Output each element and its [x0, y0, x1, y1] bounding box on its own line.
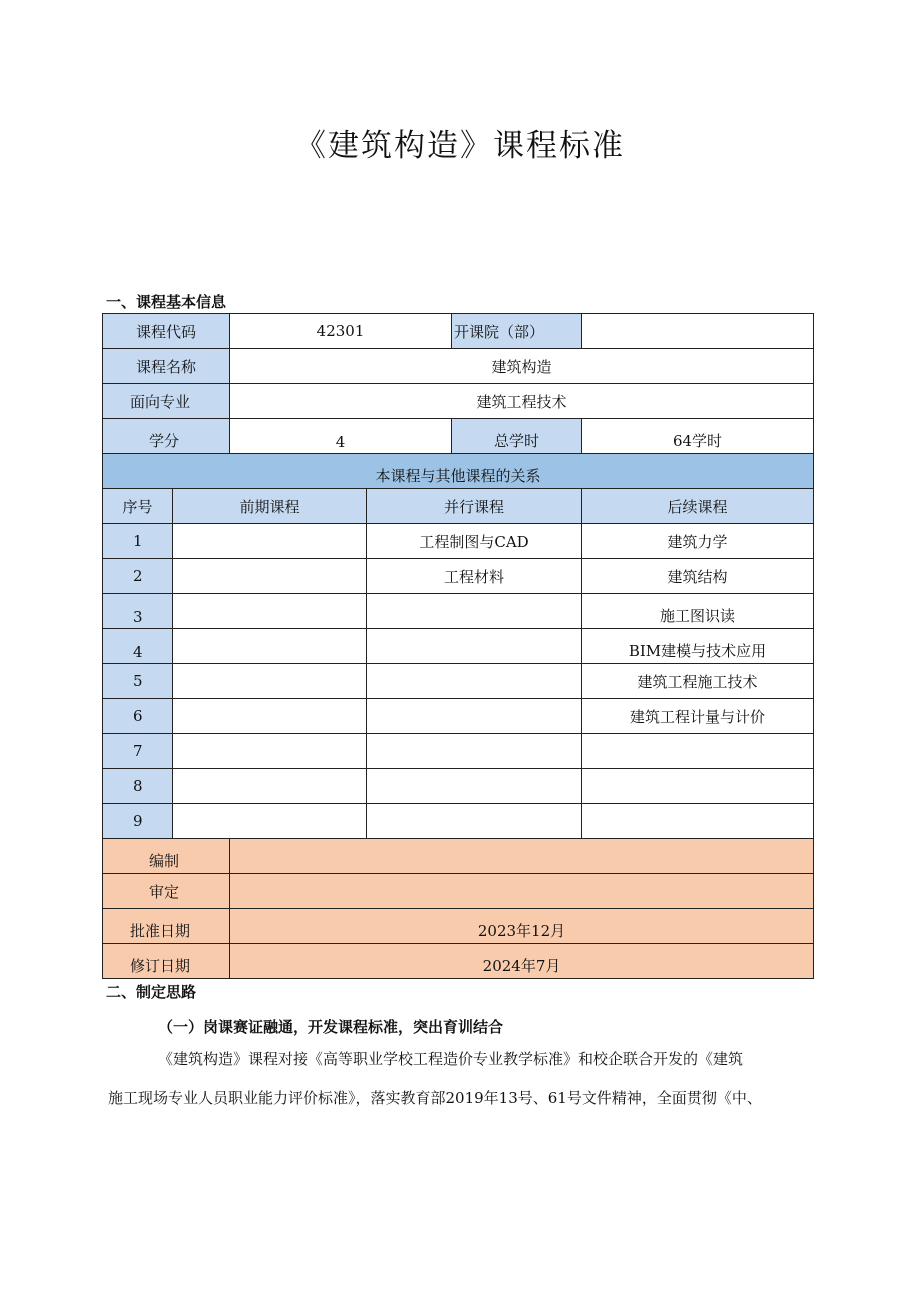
col-header-parallel: 并行课程: [367, 489, 582, 524]
row-no: 1: [103, 524, 173, 559]
compile-label: 编制: [103, 839, 230, 874]
paragraph-line: 《建筑构造》课程对接《高等职业学校工程造价专业教学标准》和校企联合开发的《建筑: [158, 1050, 744, 1068]
paragraph-line: 施工现场专业人员职业能力评价标准》，落实教育部2019年13号、61号文件精神，全面贯彻《中、: [108, 1089, 762, 1107]
course-name-label: 课程名称: [103, 349, 230, 384]
row-prerequisite: [173, 699, 367, 734]
total-hours-value: 64学时: [582, 419, 814, 454]
row-subsequent: 建筑力学: [582, 524, 814, 559]
row-no: 7: [103, 734, 173, 769]
document-title: 《建筑构造》课程标准: [295, 128, 625, 164]
row-subsequent: 建筑工程计量与计价: [582, 699, 814, 734]
table-row: [103, 699, 814, 734]
relation-heading: 本课程与其他课程的关系: [103, 454, 814, 489]
course-code-value: 42301: [230, 314, 452, 349]
credit-label: 学分: [103, 419, 230, 454]
row-prerequisite: [173, 524, 367, 559]
row-subsequent: [582, 734, 814, 769]
row-prerequisite: [173, 804, 367, 839]
row-parallel: [367, 734, 582, 769]
course-code-label: 课程代码: [103, 314, 230, 349]
table-row: [103, 804, 814, 839]
section-heading-basic-info: 一、课程基本信息: [106, 293, 227, 311]
subsection-heading: （一）岗课赛证融通，开发课程标准，突出育训结合: [158, 1018, 504, 1036]
target-major-label: 面向专业: [103, 384, 230, 419]
col-header-subsequent: 后续课程: [582, 489, 814, 524]
row-no: 6: [103, 699, 173, 734]
row-no: 4: [103, 629, 173, 664]
row-parallel: [367, 769, 582, 804]
table-row: [103, 769, 814, 804]
table-row: [103, 664, 814, 699]
row-no: 5: [103, 664, 173, 699]
row-subsequent: BIM建模与技术应用: [582, 629, 814, 664]
row-parallel: [367, 804, 582, 839]
row-prerequisite: [173, 769, 367, 804]
row-prerequisite: [173, 594, 367, 629]
row-subsequent: 建筑工程施工技术: [582, 664, 814, 699]
row-parallel: [367, 594, 582, 629]
row-no: 3: [103, 594, 173, 629]
review-label: 审定: [103, 874, 230, 909]
course-name-value: 建筑构造: [230, 349, 814, 384]
compile-value: [230, 839, 814, 874]
review-value: [230, 874, 814, 909]
revise-date-value: 2024年7月: [230, 944, 814, 979]
course-info-table: [102, 313, 814, 979]
table-row: [103, 734, 814, 769]
section-heading-approach: 二、制定思路: [106, 983, 197, 1001]
row-prerequisite: [173, 629, 367, 664]
total-hours-label: 总学时: [452, 419, 582, 454]
department-label: 开课院（部）: [452, 314, 582, 349]
row-no: 8: [103, 769, 173, 804]
row-no: 2: [103, 559, 173, 594]
row-prerequisite: [173, 664, 367, 699]
table-row: [103, 594, 814, 629]
table-row: [103, 559, 814, 594]
col-header-prerequisite: 前期课程: [173, 489, 367, 524]
row-parallel: [367, 629, 582, 664]
row-prerequisite: [173, 559, 367, 594]
row-parallel: 工程制图与CAD: [367, 524, 582, 559]
approve-date-value: 2023年12月: [230, 909, 814, 944]
table-row: [103, 524, 814, 559]
department-value: [582, 314, 814, 349]
body-paragraph: [108, 1040, 820, 1118]
row-subsequent: [582, 769, 814, 804]
table-row: [103, 629, 814, 664]
col-header-no: 序号: [103, 489, 173, 524]
row-prerequisite: [173, 734, 367, 769]
row-parallel: [367, 664, 582, 699]
row-subsequent: [582, 804, 814, 839]
row-parallel: [367, 699, 582, 734]
row-parallel: 工程材料: [367, 559, 582, 594]
row-subsequent: 施工图识读: [582, 594, 814, 629]
revise-date-label: 修订日期: [103, 944, 230, 979]
approve-date-label: 批准日期: [103, 909, 230, 944]
row-subsequent: 建筑结构: [582, 559, 814, 594]
row-no: 9: [103, 804, 173, 839]
credit-value: 4: [230, 419, 452, 454]
target-major-value: 建筑工程技术: [230, 384, 814, 419]
